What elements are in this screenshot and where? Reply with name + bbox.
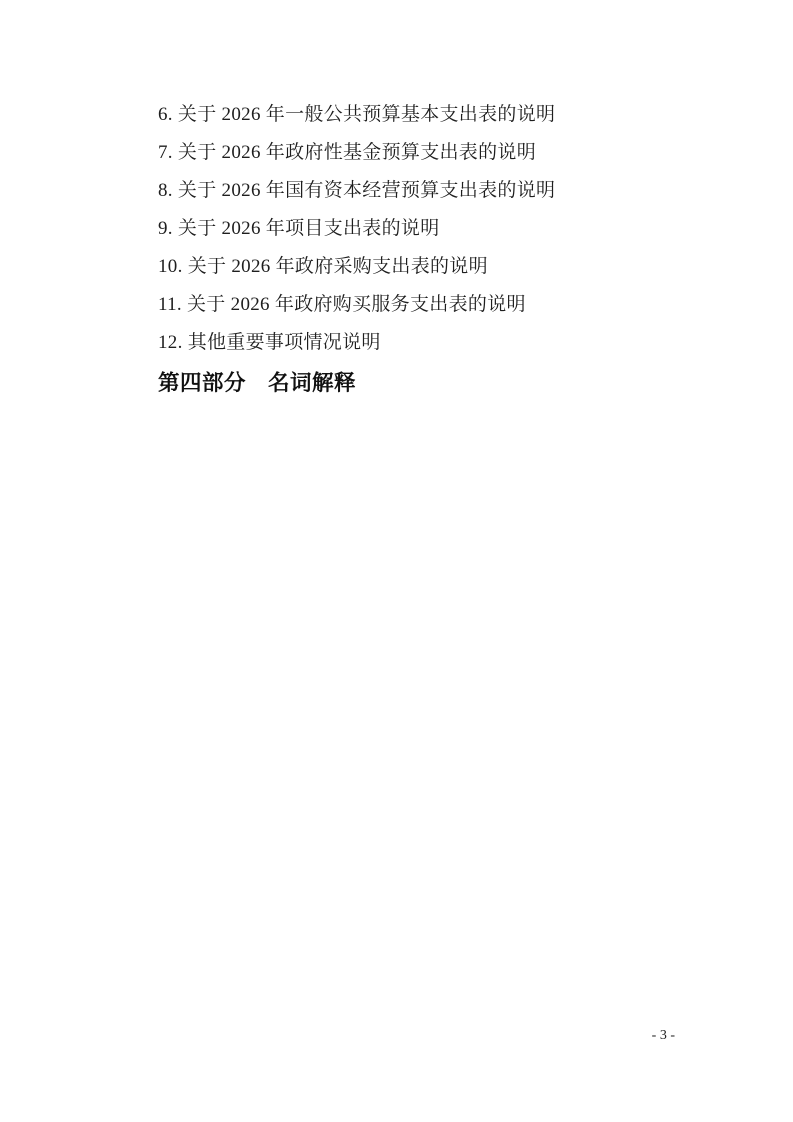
toc-item: 8. 关于 2026 年国有资本经营预算支出表的说明 [158, 180, 556, 201]
toc-item: 12. 其他重要事项情况说明 [158, 332, 381, 353]
page-content [158, 96, 683, 403]
page-number: - 3 - [651, 1028, 675, 1043]
toc-item: 7. 关于 2026 年政府性基金预算支出表的说明 [158, 142, 537, 163]
section-heading: 第四部分 名词解释 [158, 371, 357, 395]
toc-item: 10. 关于 2026 年政府采购支出表的说明 [158, 256, 488, 277]
toc-item: 6. 关于 2026 年一般公共预算基本支出表的说明 [158, 104, 556, 125]
toc-item: 9. 关于 2026 年项目支出表的说明 [158, 218, 440, 239]
toc-item: 11. 关于 2026 年政府购买服务支出表的说明 [158, 294, 526, 315]
